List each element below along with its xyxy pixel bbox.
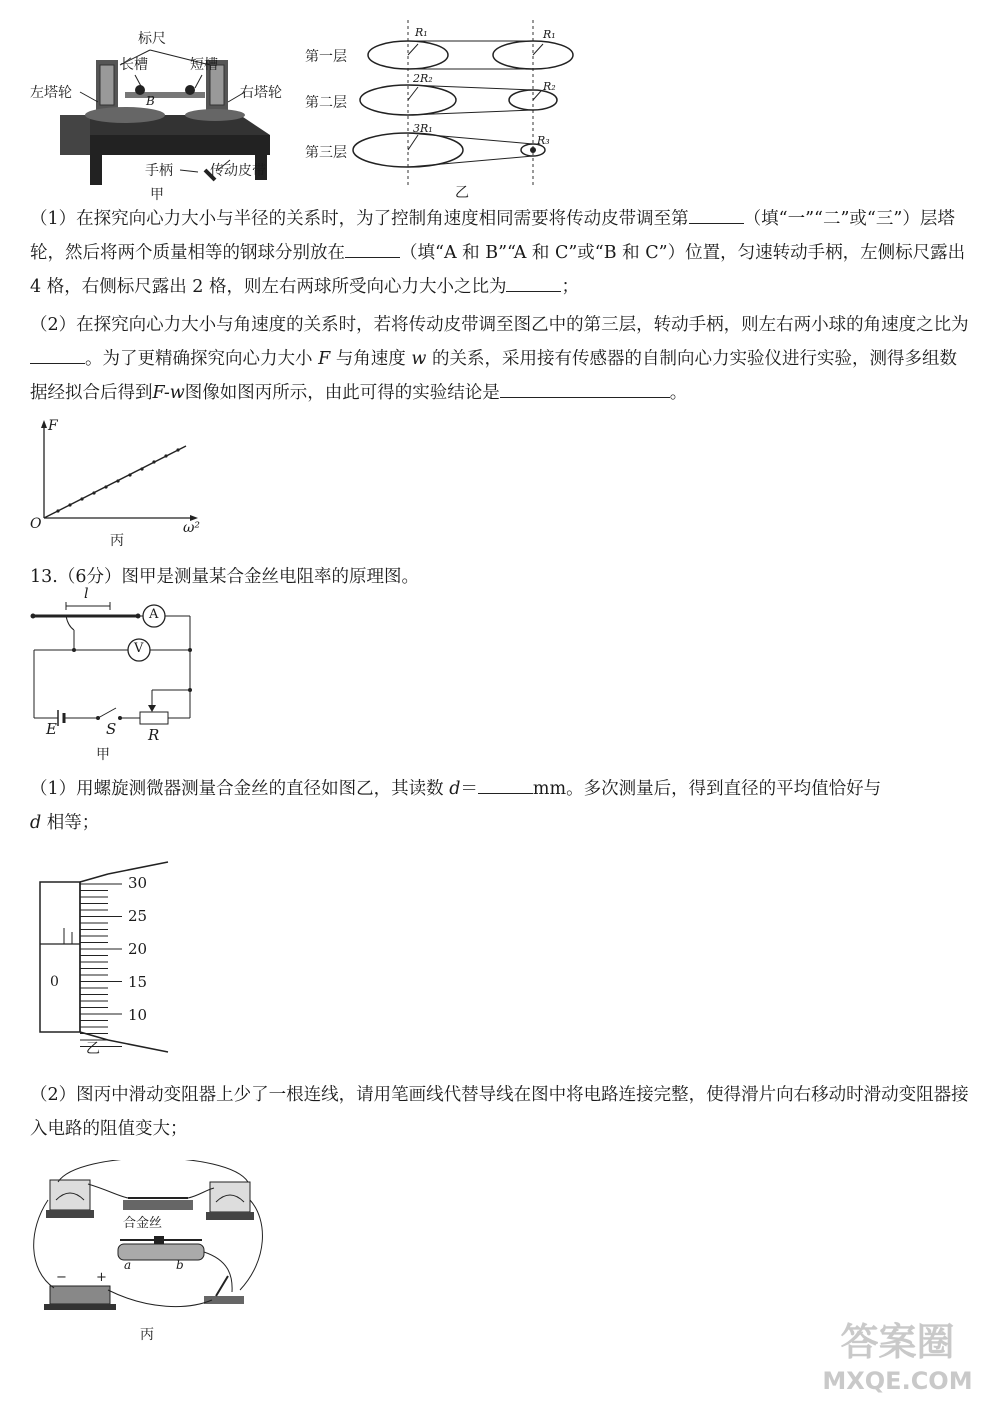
figure-circuit-jia: [28, 586, 208, 764]
q12-1-blank-2[interactable]: [345, 256, 400, 258]
q12-1-blank-1[interactable]: [689, 222, 744, 224]
radius-l2: 2R₂: [413, 72, 433, 85]
watermark-logo: [805, 1318, 990, 1408]
q13-part1: [30, 772, 970, 840]
mic-tick-20: 20: [128, 940, 148, 958]
watermark-line-1: 答案圈: [840, 1320, 955, 1364]
mic-tick-25: 25: [128, 907, 148, 925]
q12-2-symbol-w: w: [411, 349, 427, 369]
q12-1-text-d: ；: [561, 277, 579, 297]
figure-layers-yi: [305, 20, 580, 200]
q12-1-text-c: （填“A 和 B”“A 和 C”或“B 和 C”）位置，匀速转动手柄，左侧标尺露出 4 格，右侧标尺露出 2 格，则左右两球所受向心力大小之比为: [30, 243, 966, 297]
caption-jia: 甲: [150, 187, 164, 203]
graph-origin: O: [30, 516, 42, 532]
q12-2-text-b: 。为了更精确探究向心力大小: [85, 349, 313, 369]
q12-1-text-a: （1）在探究向心力大小与半径的关系时，为了控制角速度相同需要将传动皮带调至第: [30, 209, 689, 229]
radius-l1: R₁: [415, 26, 428, 39]
q12-2-text-e: 图像如图丙所示，由此可得的实验结论是: [184, 383, 500, 403]
label-B: B: [146, 94, 155, 108]
q12-2-blank-1[interactable]: [30, 362, 85, 364]
q13-1-blank[interactable]: [478, 792, 533, 794]
layer-3-label: 第三层: [305, 145, 347, 161]
circuit-label-E: E: [46, 720, 57, 738]
q12-2-symbol-F: F: [318, 349, 331, 369]
q12-2-blank-2[interactable]: [500, 396, 670, 398]
mic-tick-15: 15: [128, 973, 148, 991]
q13-1-text-c: 相等；: [46, 813, 100, 833]
q13-1-eq: ＝: [460, 779, 478, 799]
label-shoubing: 手柄: [145, 163, 173, 179]
caption-circuit-bing: 丙: [140, 1327, 154, 1343]
q13-1-text-b: mm。多次测量后，得到直径的平均值恰好与: [532, 779, 882, 799]
q12-part1: [30, 202, 970, 304]
mic-main-zero: 0: [50, 974, 59, 990]
radius-l3: 3R₁: [413, 122, 433, 135]
watermark-line-2: MXQE.COM: [822, 1367, 973, 1395]
label-A: A: [128, 96, 137, 110]
radius-r1: R₁: [543, 28, 556, 41]
ammeter-symbol: A: [149, 607, 159, 622]
radius-r2: R₂: [543, 80, 556, 93]
q12-2-text-c: 与角速度: [335, 349, 406, 369]
caption-circuit-jia: 甲: [96, 747, 110, 763]
battery-plus: +: [96, 1270, 107, 1285]
label-chuandong: 传动皮带: [210, 163, 266, 179]
caption-bing-graph: 丙: [110, 533, 124, 549]
q13-part2: （2）图丙中滑动变阻器上少了一根连线，请用笔画线代替导线在图中将电路连接完整，使得滑片向右移动时滑动变阻器接入电路的阻值变大；: [30, 1085, 969, 1139]
micrometer-drawing: [28, 852, 198, 1062]
q12-1-text-b: （填“一”“二”或“三”）层塔轮，然后将两个质量相等的钢球分别放在: [30, 209, 955, 263]
figure-graph-bing: [28, 418, 208, 550]
q12-2-symbol-Fw: F-w: [152, 383, 185, 403]
graph-x-label: ω²: [183, 520, 201, 536]
q13-1-symbol-d: d: [449, 779, 461, 799]
figure-micrometer-yi: [28, 852, 198, 1062]
q13-stem: 13.（6分）图甲是测量某合金丝电阻率的原理图。: [30, 567, 419, 587]
rheostat-terminal-a: a: [124, 1258, 132, 1272]
q12-2-text-d: 的关系，采用接有传感器的自制向心力实验仪进行实验，测得多组数据经拟合后得到: [30, 349, 957, 403]
rheostat-terminal-b: b: [176, 1258, 184, 1272]
figure-apparatus-jia: [30, 20, 290, 203]
circuit-label-l: l: [84, 586, 89, 602]
graph-y-label: F: [48, 418, 58, 434]
figure-circuit-bing: [28, 1160, 278, 1350]
q12-part2: [30, 308, 970, 410]
q12-1-blank-3[interactable]: [506, 290, 561, 292]
caption-micrometer-yi: 乙: [86, 1041, 100, 1057]
layer-1-label: 第一层: [305, 49, 347, 65]
physical-circuit-drawing: [28, 1160, 278, 1350]
label-biaochi: 标尺: [138, 31, 166, 47]
q12-2-text-f: 。: [669, 383, 688, 403]
label-hejinsi: 合金丝: [123, 1216, 163, 1231]
label-youtalun: 右塔轮: [240, 85, 282, 101]
circuit-label-S: S: [106, 720, 117, 738]
label-duancao: 短槽: [190, 57, 218, 73]
layer-2-label: 第二层: [305, 95, 347, 111]
q12-2-text-a: （2）在探究向心力大小与角速度的关系时，若将传动皮带调至图乙中的第三层，转动手柄，则左右两小球的角速度之比为: [30, 315, 969, 335]
label-zuotalun: 左塔轮: [30, 85, 72, 101]
circuit-label-R: R: [148, 726, 160, 744]
circuit-drawing: [28, 592, 208, 764]
q13-1-symbol-d2: d: [30, 813, 42, 833]
label-changcao: 长槽: [120, 57, 148, 73]
battery-minus: −: [56, 1270, 67, 1285]
caption-yi: 乙: [455, 185, 469, 201]
q13-1-text-a: （1）用螺旋测微器测量合金丝的直径如图乙，其读数: [30, 779, 444, 799]
label-C: C: [180, 96, 190, 110]
voltmeter-symbol: V: [134, 641, 144, 656]
mic-tick-10: 10: [128, 1006, 148, 1024]
radius-r3: R₃: [537, 134, 550, 147]
mic-tick-30: 30: [128, 874, 148, 892]
